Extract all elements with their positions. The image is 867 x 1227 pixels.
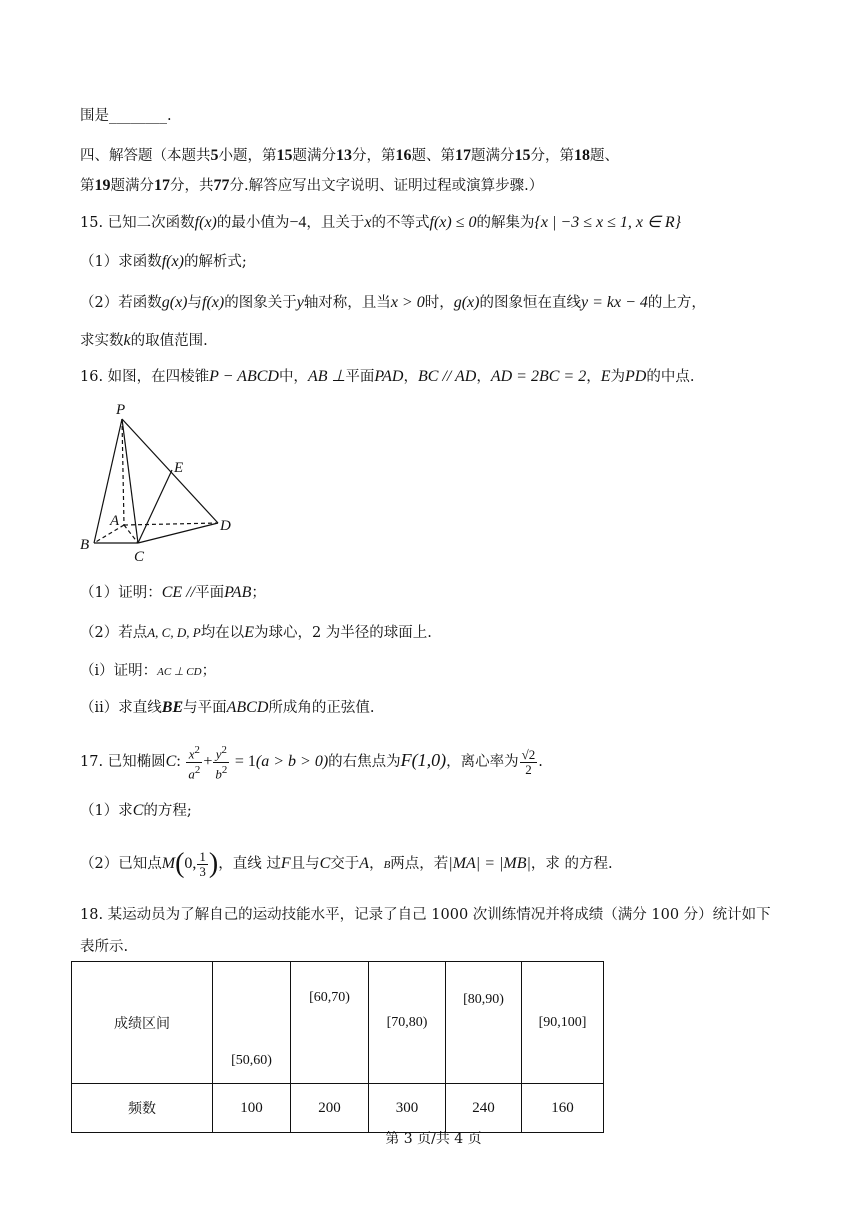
- q16-text: 16. 如图，在四棱锥: [80, 369, 210, 385]
- score-frequency-table: [71, 961, 604, 1133]
- q16-math: AC ⊥ CD: [157, 666, 202, 678]
- q16-text: （ii）求直线: [80, 700, 162, 716]
- q16-text: ，: [476, 369, 491, 385]
- q15-math: f(x): [161, 253, 184, 270]
- q15-text: 的图象恒在直线: [479, 295, 581, 311]
- q15-text: 的最小值为: [216, 215, 290, 231]
- q17-math: 0,: [184, 855, 197, 872]
- section-header-line1: [80, 146, 619, 166]
- q15-text: （2）若函数: [80, 295, 162, 311]
- q16-stem: [80, 367, 694, 387]
- q17-text: （2）已知点: [80, 856, 162, 872]
- q15-text: 时，: [424, 295, 454, 311]
- header-text: 分，第: [530, 148, 574, 164]
- q17-text: 交于: [330, 856, 360, 872]
- q16-text: 平面: [345, 369, 375, 385]
- header-num: 18: [574, 147, 590, 164]
- q15-text: 的上方，: [647, 295, 706, 311]
- q15-text: 的解析式;: [183, 254, 247, 270]
- q16-math: PD: [625, 368, 647, 385]
- count-cell: 300: [369, 1084, 446, 1133]
- edge-PD: [122, 419, 218, 523]
- row-header-frequency: 频数: [72, 1084, 213, 1133]
- q17-math: |MA| = |MB|: [448, 855, 531, 872]
- q17-math: x: [188, 746, 195, 762]
- q17-text: .: [538, 754, 543, 770]
- section-header-line2: [80, 176, 543, 196]
- q16-text: ；: [201, 663, 217, 679]
- q18-stem-line1: 18. 某运动员为了解自己的运动技能水平，记录了自己 1000 次训练情况并将成绩（满分 100 分）统计如下: [80, 907, 771, 923]
- interval-cell: [90,100]: [522, 962, 604, 1084]
- q15-text: （1）求函数: [80, 254, 162, 270]
- q17-frac-third: [197, 850, 208, 879]
- q17-math: F: [280, 855, 291, 872]
- q15-math: −4: [289, 214, 307, 231]
- q16-text: ；: [251, 585, 266, 601]
- q15-text: 轴对称，且当: [303, 295, 391, 311]
- count-cell: 100: [213, 1084, 291, 1133]
- count-cell: 240: [446, 1084, 522, 1133]
- q16-text: 所成角的正弦值.: [268, 700, 375, 716]
- vertex-label-E: E: [174, 460, 184, 476]
- vertex-label-D: D: [220, 518, 231, 534]
- q15-part2-line2: [80, 331, 208, 351]
- q16-math: E: [600, 368, 611, 385]
- q17-text: ，离心率为: [446, 754, 519, 770]
- q16-part2: [80, 623, 432, 643]
- q17-math: M: [161, 855, 176, 872]
- q17-math: C: [319, 855, 331, 872]
- q16-math: ABCD: [226, 699, 269, 716]
- q15-math: f(x) ≤ 0: [429, 214, 477, 231]
- count-cell: 200: [291, 1084, 369, 1133]
- q17-frac-ecc: [520, 748, 538, 777]
- q17-math: A: [359, 855, 370, 872]
- q17-text: ，直线 过: [218, 856, 281, 872]
- q17-text: 且与: [290, 856, 320, 872]
- q15-stem: [80, 213, 681, 233]
- header-num: 15: [276, 147, 293, 164]
- q15-text: 的不等式: [371, 215, 430, 231]
- q15-text: 的图象关于: [224, 295, 297, 311]
- q17-text: ，: [369, 856, 384, 872]
- header-num: 15: [514, 147, 531, 164]
- header-num: 17: [455, 147, 471, 164]
- interval-cell: [70,80): [369, 962, 446, 1084]
- q15-text: 15. 已知二次函数: [80, 215, 195, 231]
- q16-math: PAB: [224, 584, 252, 601]
- q16-text: ，: [586, 369, 601, 385]
- edge-CE: [138, 470, 172, 543]
- q15-solution-set: {x | −3 ≤ x ≤ 1, x ∈ R}: [534, 214, 682, 231]
- q17-text: （1）求: [80, 803, 133, 819]
- q16-math: BE: [161, 699, 184, 716]
- q16-text: 均在以: [200, 625, 245, 641]
- pyramid-figure: [76, 398, 246, 566]
- header-text: 题、第: [411, 148, 455, 164]
- page-footer: 第 3 页/共 4 页: [385, 1131, 482, 1147]
- q16-text: 的中点.: [646, 369, 695, 385]
- q16-part2-i: [80, 661, 216, 682]
- q15-math: k: [123, 332, 131, 349]
- q16-text: （1）证明：: [80, 585, 162, 601]
- q17-math: √2: [521, 746, 536, 762]
- q15-math: f(x): [194, 214, 217, 231]
- q17-text: 17. 已知椭圆: [80, 754, 166, 770]
- q15-math: f(x): [202, 294, 225, 311]
- table-row: [72, 1084, 604, 1133]
- q16-text: （2）若点: [80, 625, 148, 641]
- previous-question-tail: 围是________.: [80, 108, 172, 124]
- header-num: 77: [213, 177, 230, 194]
- q15-text: 的取值范围.: [130, 333, 208, 349]
- header-text: 小题，第: [218, 148, 277, 164]
- vertex-label-A: A: [110, 513, 120, 529]
- q17-math: 1: [199, 848, 206, 864]
- q16-math: P − ABCD: [209, 368, 279, 385]
- header-text: 题满分: [292, 148, 336, 164]
- q18-stem-line2: 表所示.: [80, 939, 129, 955]
- vertex-label-P: P: [116, 402, 126, 418]
- q17-stem: 17. 已知椭圆C: $\frac{x^2}{a^2}$ + $\frac{y^2}{b^2}$ = 1(a > b > 0)的右焦点为F(1,0)，离心率为 $\frac{√2}{2}$ .: [80, 744, 543, 781]
- header-text: 四、解答题（本题共: [80, 148, 211, 164]
- q16-text: ，: [403, 369, 418, 385]
- q17-math: B: [383, 859, 391, 871]
- header-text: 题、: [590, 148, 619, 164]
- q16-math: AD = 2BC = 2: [490, 368, 587, 385]
- q15-math: y = kx − 4: [580, 294, 648, 311]
- vertex-label-C: C: [134, 549, 145, 565]
- header-num: 13: [336, 147, 352, 164]
- q15-part1: [80, 252, 247, 272]
- q17-text: 两点，若: [390, 856, 449, 872]
- q15-math: y: [296, 294, 304, 311]
- q17-math: y: [215, 746, 222, 762]
- q16-text: 平面: [195, 585, 225, 601]
- q15-math: x > 0: [390, 294, 425, 311]
- q17-math: a: [188, 765, 195, 781]
- q17-math: b: [215, 765, 222, 781]
- header-num: 5: [210, 147, 219, 164]
- q17-math: 2: [525, 761, 532, 777]
- q17-frac-x: $\frac{x^2}{a^2}$: [188, 744, 201, 781]
- q16-part2-ii: [80, 698, 375, 718]
- q17-text: ，求 的方程.: [530, 856, 613, 872]
- q16-math: PAD: [374, 368, 404, 385]
- header-num: 19: [94, 177, 111, 194]
- q15-text: 求实数: [80, 333, 124, 349]
- q16-math: E: [244, 624, 254, 641]
- row-header-intervals: 成绩区间: [72, 962, 213, 1084]
- q17-frac-y: $\frac{y^2}{b^2}$: [215, 744, 228, 781]
- q16-text: 与平面: [183, 700, 227, 716]
- q16-part1: [80, 583, 266, 603]
- q15-part2-line1: [80, 293, 706, 313]
- q17-focus: F(1,0): [400, 750, 447, 770]
- header-text: 分.解答应写出文字说明、证明过程或演算步骤.）: [229, 178, 544, 194]
- q17-math: = 1: [234, 753, 256, 770]
- interval-cell: [80,90): [446, 962, 522, 1084]
- header-text: 第: [80, 178, 95, 194]
- q17-text: 的右焦点为: [328, 754, 401, 770]
- header-num: 16: [395, 147, 412, 164]
- header-text: 分，第: [352, 148, 396, 164]
- edge-AB: [94, 525, 124, 543]
- q15-math: g(x): [453, 294, 480, 311]
- q16-math: A, C, D, P: [147, 625, 201, 640]
- table-row: [72, 962, 604, 1084]
- q16-text: 为球心，2 为半径的球面上.: [253, 625, 432, 641]
- q17-text: 的方程;: [143, 803, 192, 819]
- header-text: 题满分: [110, 178, 154, 194]
- q17-math: :: [176, 753, 181, 770]
- q17-part2: （2）已知点M(0, $\frac{1}{3}$ )，直线 过F且与C交于A，B两点，若|MA| = |MB|，求 的方程.: [80, 848, 613, 879]
- q17-part1: [80, 801, 192, 821]
- q15-math: x: [364, 214, 372, 231]
- edge-AD: [124, 523, 218, 525]
- q17-math: C: [165, 753, 177, 770]
- q15-math: g(x): [161, 294, 188, 311]
- q17-math: (a > b > 0): [255, 753, 329, 770]
- q16-text: 为: [610, 369, 625, 385]
- interval-cell: [50,60): [213, 962, 291, 1084]
- q16-math: AB ⊥: [307, 368, 346, 385]
- q15-text: ，且关于: [306, 215, 365, 231]
- q17-math: C: [132, 802, 144, 819]
- header-num: 17: [154, 177, 170, 194]
- q16-math: BC // AD: [417, 368, 477, 385]
- q17-math: 3: [199, 863, 206, 879]
- interval-cell: [60,70): [291, 962, 369, 1084]
- q16-math: CE //: [161, 584, 196, 601]
- edge-CD: [138, 523, 218, 543]
- q15-text: 的解集为: [476, 215, 535, 231]
- header-text: 分，共: [170, 178, 214, 194]
- count-cell: 160: [522, 1084, 604, 1133]
- q16-text: （i）证明：: [80, 663, 158, 679]
- q15-text: 与: [187, 295, 202, 311]
- vertex-label-B: B: [80, 537, 90, 553]
- q16-text: 中，: [278, 369, 308, 385]
- header-text: 题满分: [471, 148, 515, 164]
